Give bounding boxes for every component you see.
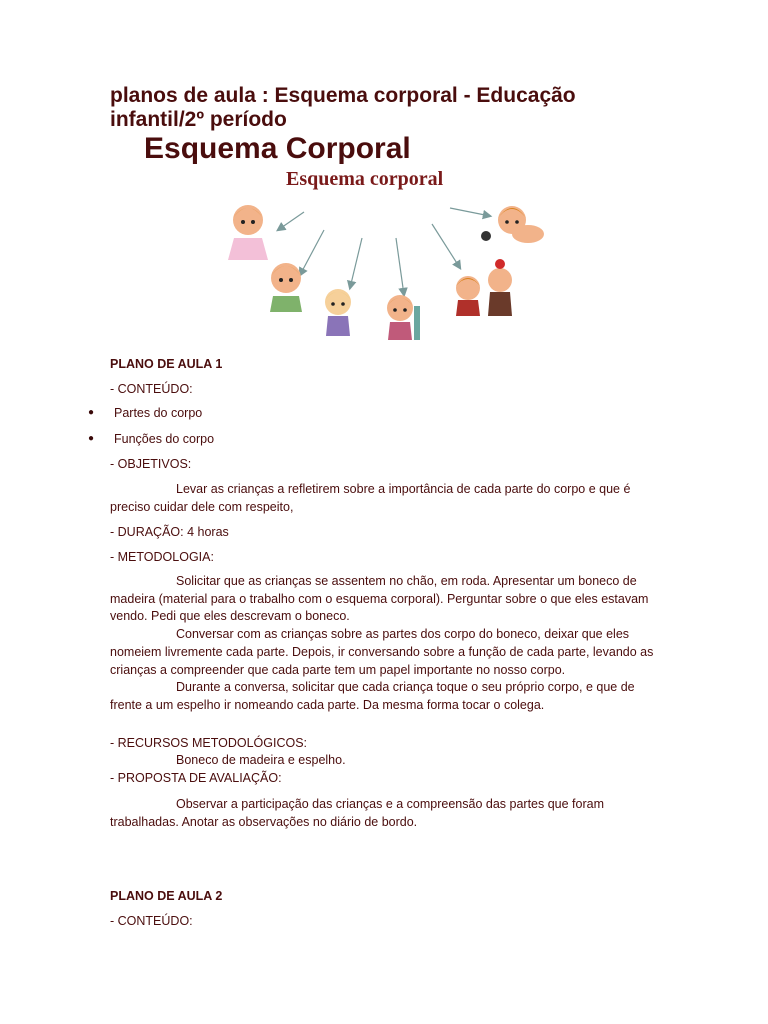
plan1-methodology-text <box>110 573 658 715</box>
plan1-content-label: - CONTEÚDO: <box>110 382 193 396</box>
plan2-content-label: - CONTEÚDO: <box>110 914 193 928</box>
plan1-objectives-text: Levar as crianças a refletirem sobre a importância de cada parte do corpo e que é preciso cuidar dele com respeito, <box>110 482 631 514</box>
body-scheme-illustration <box>200 160 560 350</box>
plan1-duration: - DURAÇÃO: 4 horas <box>110 525 229 539</box>
plan1-heading: PLANO DE AULA 1 <box>110 357 223 371</box>
child-figure-4 <box>387 295 420 340</box>
list-item: Funções do corpo <box>114 432 215 446</box>
plan1-resources-text: Boneco de madeira e espelho. <box>176 753 346 767</box>
plan1-resources-label: - RECURSOS METODOLÓGICOS: <box>110 736 308 750</box>
children-illustration <box>200 160 560 350</box>
methodology-paragraph-1: Solicitar que as crianças se assentem no chão, em roda. Apresentar um boneco de madeira (material para o trabalho com o esquema corporal). Perguntar sobre o que eles estavam vendo. Pedi que eles descrevam o boneco. <box>110 574 649 624</box>
plan1-evaluation-label: - PROPOSTA DE AVALIAÇÃO: <box>110 771 282 785</box>
plan1-objectives-label: - OBJETIVOS: <box>110 457 192 471</box>
child-figure-6 <box>481 206 544 243</box>
child-figure-2 <box>270 263 302 312</box>
methodology-paragraph-2: Conversar com as crianças sobre as partes dos corpo do boneco, deixar que eles nomeiem livremente cada parte. Depois, ir conversando sobre a função de cada parte, levando as crianças a compreender que cada parte tem um papel importante no nosso corpo. <box>110 627 654 677</box>
plan1-methodology-label: - METODOLOGIA: <box>110 550 214 564</box>
page-title: planos de aula : Esquema corporal - Educação infantil/2º período <box>110 84 576 131</box>
plan2-heading: PLANO DE AULA 2 <box>110 889 223 903</box>
methodology-paragraph-3: Durante a conversa, solicitar que cada criança toque o seu próprio corpo, e que de frente a um espelho ir nomeando cada parte. Da mesma forma tocar o colega. <box>110 680 635 712</box>
illustration-caption: Esquema corporal <box>286 168 444 190</box>
section-heading: Esquema Corporal <box>144 132 411 165</box>
child-figure-3 <box>325 289 351 336</box>
bullet-icon: ● <box>88 407 95 418</box>
list-item: Partes do corpo <box>114 406 203 420</box>
child-figure-1 <box>228 205 268 260</box>
child-figure-5 <box>456 259 512 316</box>
bullet-icon: ● <box>88 433 95 444</box>
plan1-evaluation-text: Observar a participação das crianças e a compreensão das partes que foram trabalhadas. Anotar as observações no diário de bordo. <box>110 797 605 829</box>
